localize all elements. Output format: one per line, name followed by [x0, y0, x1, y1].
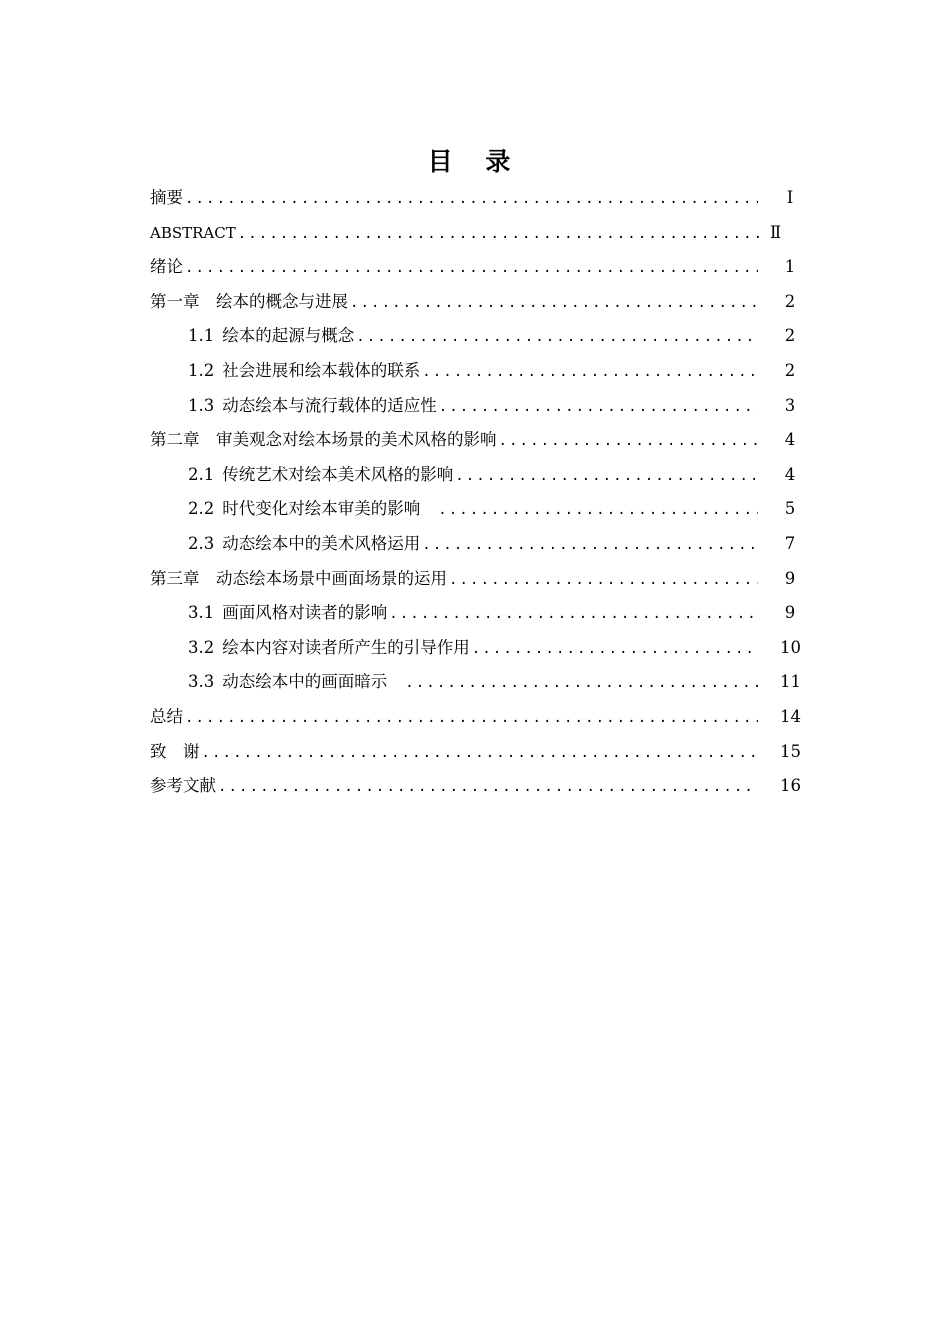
toc-dot-leader [422, 355, 758, 390]
toc-page-number: 4 [784, 430, 796, 450]
toc-entry-section-3-3[interactable] [150, 665, 800, 700]
toc-dot-leader [356, 320, 758, 355]
toc-entry-label: 摘要 [150, 188, 183, 207]
toc-page-number: 2 [784, 291, 796, 311]
toc-dot-leader [350, 286, 758, 321]
toc-page-number: 9 [784, 568, 796, 588]
toc-section-title: 动态绘本中的画面暗示 [222, 672, 388, 692]
toc-page-number: 1 [784, 257, 796, 277]
toc-page-number: 14 [780, 706, 801, 726]
toc-dot-leader [455, 459, 758, 494]
toc-entry-section-1-1[interactable] [150, 319, 800, 354]
toc-entry-label [188, 354, 420, 389]
toc-section-title: 动态绘本中的美术风格运用 [222, 533, 421, 553]
toc-section-title: 传统艺术对绘本美术风格的影响 [222, 464, 454, 484]
toc-section-title: 绘本内容对读者所产生的引导作用 [222, 637, 470, 657]
toc-entry-references[interactable] [150, 769, 800, 804]
toc-page-number: 9 [784, 603, 796, 623]
toc-entry-label: 第三章 动态绘本场景中画面场景的运用 [150, 568, 447, 588]
toc-dot-leader [439, 390, 758, 425]
toc-entry-label: 绪论 [150, 257, 183, 277]
toc-section-number: 2.3 [188, 533, 215, 553]
toc-entry-label: ABSTRACT [150, 223, 236, 242]
toc-section-title: 动态绘本与流行载体的适应性 [222, 395, 437, 415]
toc-entry-label [188, 389, 437, 424]
toc-entry-section-2-2[interactable] [150, 492, 800, 527]
toc-entry-label [188, 665, 387, 700]
toc-page-number: 2 [784, 326, 796, 346]
toc-dot-leader [238, 217, 766, 252]
toc-page-number: Ⅱ [770, 222, 782, 242]
toc-entry-section-2-3[interactable] [150, 527, 800, 562]
toc-entry-abstract-en[interactable] [150, 216, 800, 251]
toc-section-title: 画面风格对读者的影响 [222, 603, 388, 623]
toc-entry-chapter-1[interactable] [150, 285, 800, 320]
toc-section-title: 绘本的起源与概念 [222, 326, 355, 346]
toc-dot-leader [202, 736, 759, 771]
toc-entry-conclusion[interactable] [150, 700, 800, 735]
toc-entry-label [188, 596, 387, 631]
toc-section-number: 1.3 [188, 395, 215, 415]
toc-section-number: 1.2 [188, 360, 215, 380]
toc-entry-section-2-1[interactable] [150, 458, 800, 493]
toc-section-title: 社会进展和绘本载体的联系 [222, 360, 421, 380]
toc-entry-section-1-2[interactable] [150, 354, 800, 389]
toc-entry-section-3-2[interactable] [150, 631, 800, 666]
toc-page-number: 4 [784, 464, 796, 484]
toc-entry-section-3-1[interactable] [150, 596, 800, 631]
toc-entry-abstract-cn[interactable] [150, 181, 800, 216]
toc-page-number: Ⅰ [786, 188, 794, 207]
toc-entry-label [188, 631, 470, 666]
toc-entry-chapter-2[interactable] [150, 423, 800, 458]
toc-section-number: 3.1 [188, 603, 215, 623]
toc-entry-label: 第二章 审美观念对绘本场景的美术风格的影响 [150, 430, 497, 450]
toc-dot-leader [185, 182, 758, 217]
toc-section-number: 2.2 [188, 499, 215, 519]
toc-entry-label: 总结 [150, 706, 183, 726]
toc-dot-leader [185, 701, 758, 736]
toc-section-number: 3.3 [188, 672, 215, 692]
toc-page-number: 3 [784, 395, 796, 415]
toc-dot-leader [438, 493, 758, 528]
toc-entry-label [188, 492, 420, 527]
toc-page-number: 16 [780, 776, 801, 796]
toc-page-number: 7 [784, 533, 796, 553]
toc-entry-introduction[interactable] [150, 250, 800, 285]
toc-entry-label: 参考文献 [150, 776, 216, 796]
toc-dot-leader [422, 528, 758, 563]
toc-dot-leader [472, 632, 758, 667]
toc-dot-leader [218, 770, 758, 805]
toc-page-number: 15 [780, 741, 801, 761]
toc-entry-label [188, 319, 354, 354]
toc-page-number: 2 [784, 360, 796, 380]
toc-section-number: 2.1 [188, 464, 215, 484]
toc-entry-label: 第一章 绘本的概念与进展 [150, 291, 348, 311]
toc-entry-acknowledgements[interactable] [150, 735, 800, 770]
toc-entry-section-1-3[interactable] [150, 389, 800, 424]
toc-section-number: 3.2 [188, 637, 215, 657]
toc-dot-leader [185, 251, 758, 286]
toc-page-number: 10 [780, 637, 801, 657]
toc-title: 目 录 [427, 147, 523, 176]
table-of-contents [150, 181, 800, 804]
toc-page-number: 11 [780, 672, 801, 692]
toc-entry-label: 致 谢 [150, 741, 200, 761]
toc-dot-leader [499, 424, 759, 459]
toc-dot-leader [389, 597, 758, 632]
toc-section-title: 时代变化对绘本审美的影响 [222, 499, 421, 519]
toc-dot-leader [405, 666, 758, 701]
toc-section-number: 1.1 [188, 326, 215, 346]
toc-entry-chapter-3[interactable] [150, 562, 800, 597]
toc-entry-label [188, 527, 420, 562]
toc-page-number: 5 [784, 499, 796, 519]
toc-dot-leader [449, 563, 758, 598]
toc-entry-label [188, 458, 453, 493]
